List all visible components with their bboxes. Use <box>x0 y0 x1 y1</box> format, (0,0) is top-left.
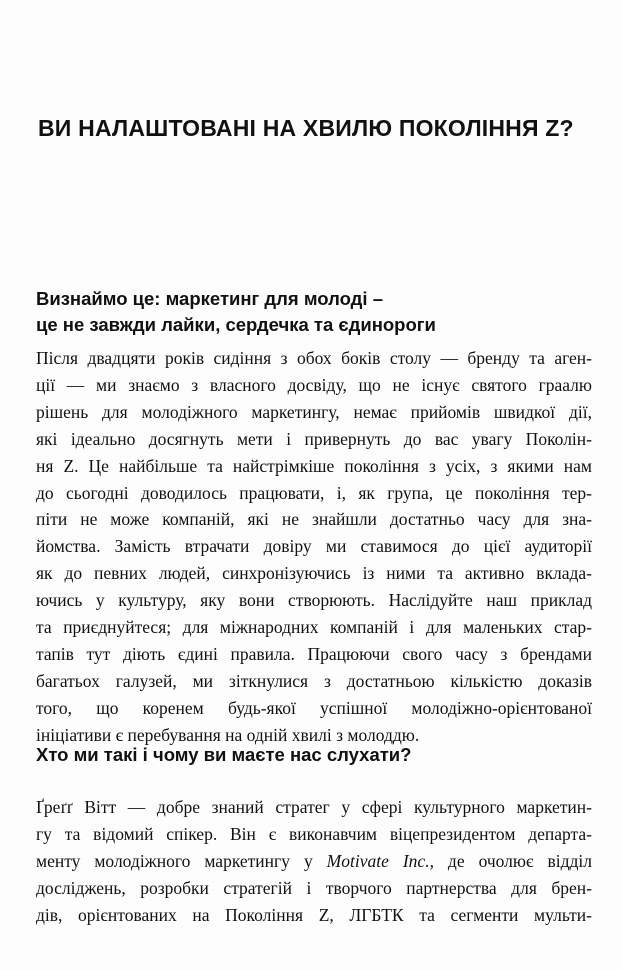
text-line: тапів тут діють єдині правила. Працюючи свого часу з брендами <box>36 643 592 664</box>
text-line: багатьох галузей, ми зіткнулися з достатньою кількістю доказів <box>36 670 592 691</box>
text-line: йомства. Замість втрачати довіру ми ставимося до цієї аудиторії <box>36 536 592 557</box>
text-segment: де очолює відділ <box>433 850 593 871</box>
text-line: як до певних людей, синхронізуючись із ними та активно вклада- <box>36 563 592 584</box>
text-line: гу та відомий спікер. Він є виконавчим віцепрезидентом департа- <box>36 823 592 844</box>
paragraph-about-authors <box>36 794 592 929</box>
text-line: Після двадцяти років сидіння з обох боків столу — бренду та аген- <box>36 348 592 368</box>
text-line: того, що коренем будь-якої успішної молодіжно-орієнтованої <box>36 697 592 718</box>
text-line: рішень для молодіжного маркетингу, немає прийомів швидкої дії, <box>36 401 592 422</box>
text-line: ючись у культуру, яку вони створюють. Наслідуйте наш приклад <box>36 590 592 611</box>
text-segment: менту молодіжного маркетингу у <box>36 850 327 871</box>
company-name: Motivate Inc., <box>326 850 434 871</box>
text-line: досліджень, розробки стратегій і творчого партнерства для брен- <box>36 877 592 898</box>
text-line: Ґреґґ Вітт — добре знаний стратег у сфері культурного маркетин- <box>36 797 592 817</box>
text-line: піти не може компаній, які не знайшли достатньо часу для зна- <box>36 509 592 530</box>
text-line: та приєднуйтеся; для міжнародних компаній і для маленьких стар- <box>36 617 592 638</box>
chapter-title: ВИ НАЛАШТОВАНІ НА ХВИЛЮ ПОКОЛІННЯ Z? <box>38 115 574 141</box>
paragraph-intro <box>36 345 592 749</box>
section-heading-line: Хто ми такі і чому ви маєте нас слухати? <box>36 744 412 765</box>
section-heading-line: Визнаймо це: маркетинг для молоді – <box>36 288 383 309</box>
text-line: які ідеально досягнуть мети і привернуть до вас увагу Поколін- <box>36 428 592 449</box>
section-heading-line: це не завжди лайки, сердечка та єдинороги <box>36 314 436 335</box>
text-line: ініціативи є перебування на одній хвилі з молоддю. <box>36 724 420 745</box>
text-line: ня Z. Це найбільше та найстрімкіше покоління з усіх, з якими нам <box>36 455 592 476</box>
section-heading-who-we-are <box>36 742 596 768</box>
text-line: дів, орієнтованих на Покоління Z, ЛГБТК та сегменти мульти- <box>36 904 592 925</box>
section-heading-marketing <box>36 286 596 338</box>
text-line: до сьогодні доводилось працювати, і, як група, це покоління тер- <box>36 482 592 503</box>
text-line: ції — ми знаємо з власного досвіду, що не існує святого граалю <box>36 374 592 395</box>
text-line <box>36 848 592 875</box>
